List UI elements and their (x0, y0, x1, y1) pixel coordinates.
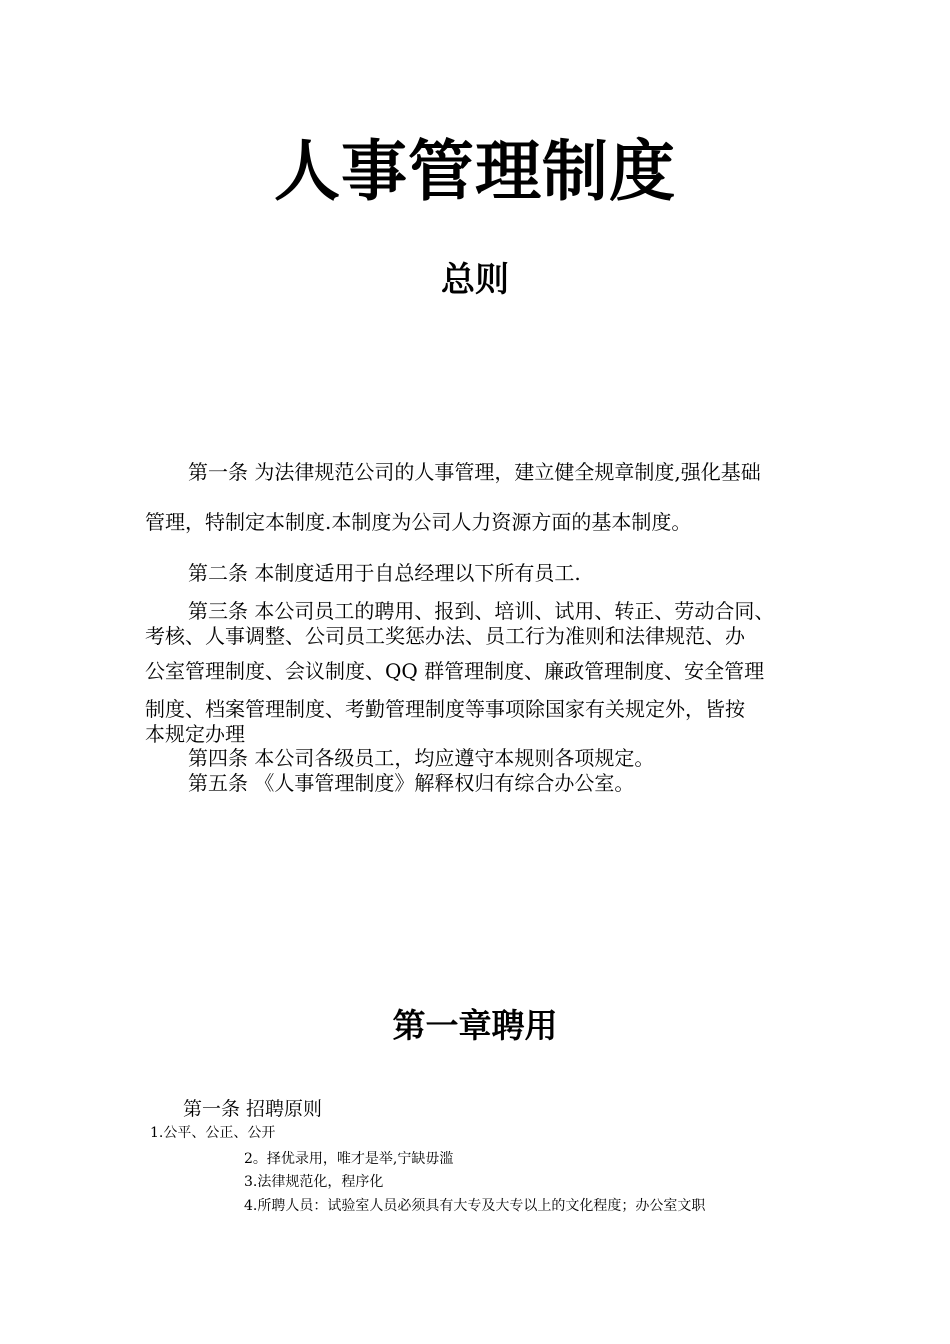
document-title: 人事管理制度 (274, 133, 676, 210)
article-3-line-4: 制度、档案管理制度、考勤管理制度等事项除国家有关规定外，皆按 (145, 697, 745, 721)
article-3-line-3: 公室管理制度、会议制度、QQ 群管理制度、廉政管理制度、安全管理 (145, 659, 765, 683)
article-1-line-2: 管理，特制定本制度.本制度为公司人力资源方面的基本制度。 (145, 510, 692, 534)
principle-item-2: 2。择优录用，唯才是举,宁缺毋滥 (244, 1151, 454, 1167)
principle-item-4: 4.所聘人员：试验室人员必须具有大专及大专以上的文化程度；办公室文职 (244, 1198, 706, 1214)
chapter-1-heading: 第一章聘用 (392, 1006, 558, 1045)
article-5: 第五条 《人事管理制度》解释权归有综合办公室。 (188, 771, 635, 795)
article-3-line-5: 本规定办理 (145, 722, 245, 746)
principle-item-3: 3.法律规范化，程序化 (244, 1174, 384, 1190)
article-2: 第二条 本制度适用于自总经理以下所有员工. (188, 561, 581, 585)
section-heading-general: 总则 (441, 260, 509, 300)
article-4: 第四条 本公司各级员工，均应遵守本规则各项规定。 (188, 746, 655, 770)
article-1-line-1: 第一条 为法律规范公司的人事管理，建立健全规章制度,强化基础 (188, 460, 761, 484)
article-3-line-2: 考核、人事调整、公司员工奖惩办法、员工行为准则和法律规范、办 (145, 624, 745, 648)
principle-item-1: 1.公平、公正、公开 (150, 1125, 276, 1141)
article-3-line-1: 第三条 本公司员工的聘用、报到、培训、试用、转正、劳动合同、 (188, 599, 775, 623)
chapter-1-article-1: 第一条 招聘原则 (183, 1098, 323, 1120)
